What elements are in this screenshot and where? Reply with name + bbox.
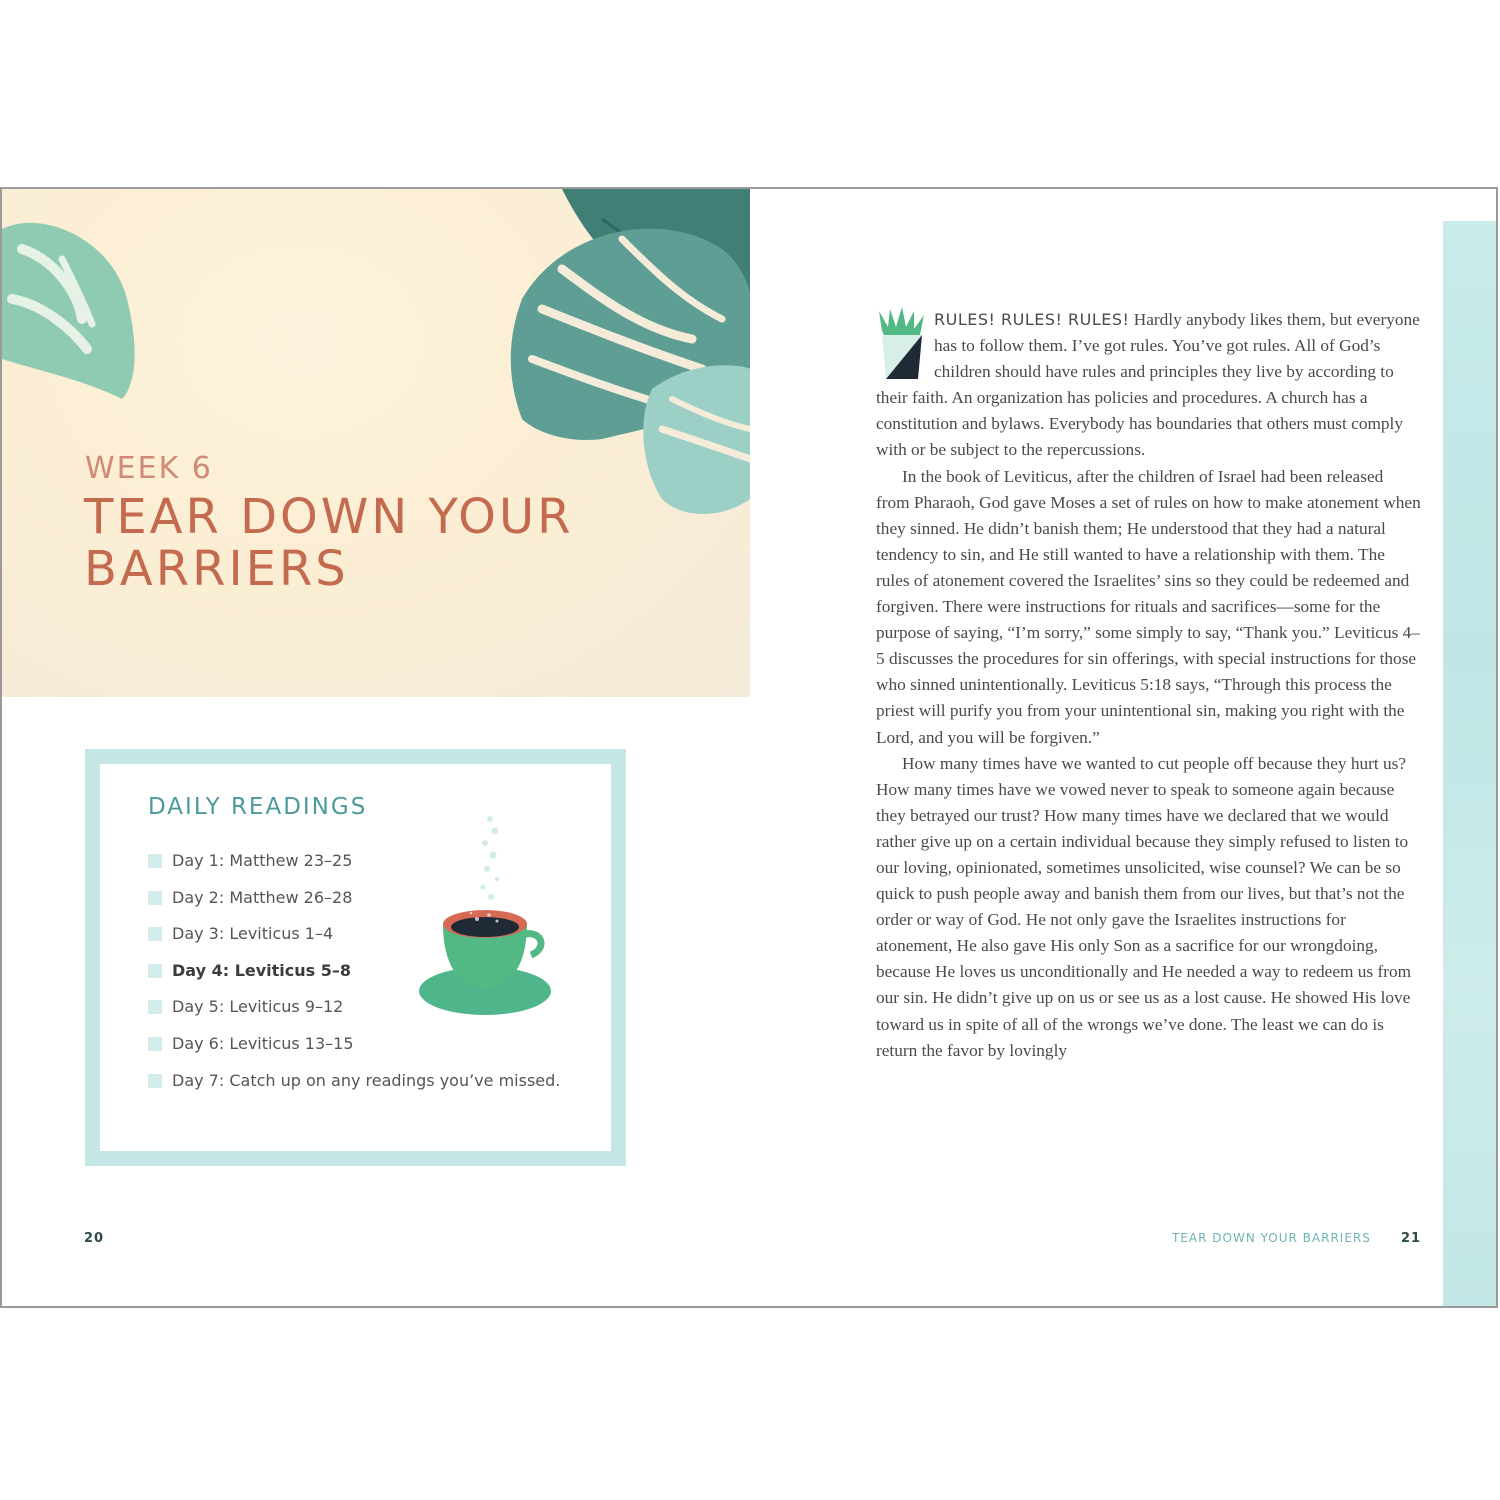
- chapter-hero: [2, 189, 750, 697]
- paragraph-1: [876, 307, 1421, 464]
- reading-item-day-6[interactable]: [148, 1034, 560, 1071]
- page-edge-strip: [1443, 221, 1498, 1306]
- checkbox[interactable]: [148, 964, 162, 978]
- reading-item-day-7[interactable]: [148, 1071, 560, 1108]
- lead-in: RULES! RULES! RULES!: [934, 310, 1130, 329]
- reading-label: Day 2: Matthew 26–28: [172, 887, 353, 907]
- paragraph-1-rest: Hardly anybody likes them, but everyone has to follow them. I’ve got rules. You’ve got rules. All of God’s children should have rules and principles they live by according to their faith. An organization has policies and procedures. A church has a constitution and bylaws. Everybody has boundaries that others must comply with or be subject to the repercussions.: [876, 310, 1420, 460]
- running-head: TEAR DOWN YOUR BARRIERS: [1172, 1231, 1371, 1245]
- checkbox[interactable]: [148, 891, 162, 905]
- reading-label: Day 1: Matthew 23–25: [172, 851, 353, 870]
- checkbox[interactable]: [148, 1074, 162, 1088]
- coffee-cup-illustration: [415, 809, 565, 1019]
- reading-label: Day 6: Leviticus 13–15: [172, 1033, 354, 1053]
- chapter-title: TEAR DOWN YOUR BARRIERS: [84, 489, 574, 597]
- checkbox[interactable]: [148, 854, 162, 868]
- reading-label: Day 5: Leviticus 9–12: [172, 997, 344, 1017]
- daily-readings-box: [85, 749, 626, 1166]
- paragraph-3: How many times have we wanted to cut people off because they hurt us? How many times have we vowed never to speak to someone again because they betrayed our trust? How many times have we declared that we would rather give up on a certain individual because they simply refused to listen to our loving, opinionated, sometimes unsolicited, wise counsel? We can be so quick to push people away and banish them from our lives, but that’s not the order or way of God. He not only gave the Israelites instructions for atonement, He also gave His only Son as a sacrifice for our wrongdoing, because He loves us unconditionally and He needed a way to redeem us from our sin. He didn’t give up on us or see us as a lost cause. He showed His love toward us in spite of all of the wrongs we’ve done. The least we can do is return the favor by lovingly: [876, 753, 1412, 1060]
- reading-label: Day 4: Leviticus 5–8: [172, 960, 352, 980]
- potted-plant-icon: [876, 307, 928, 381]
- leaf-top-left: [2, 223, 135, 399]
- body-text: [876, 307, 1421, 1064]
- book-spread: [0, 187, 1498, 1308]
- paragraph-2: In the book of Leviticus, after the children of Israel had been released from Pharaoh, God gave Moses a set of rules on how to make atonement when they sinned. He didn’t banish them; He understood that they had a natural tendency to sin, and He still wanted to have a relationship with them. The rules of atonement covered the Israelites’ sins so they could be redeemed and forgiven. There were instructions for rituals and sacrifices—some for the purpose of saying, “I’m sorry,” some simply to say, “Thank you.” Leviticus 4–5 discusses the procedures for sin offerings, with special instructions for those who sinned unintentionally. Leviticus 5:18 says, “Through this process the priest will purify you from your unintentional sin, making you right with the Lord, and you will be forgiven.”: [876, 466, 1421, 747]
- week-label: WEEK 6: [85, 451, 213, 486]
- page-number-right: 21: [1401, 1231, 1422, 1246]
- checkbox[interactable]: [148, 927, 162, 941]
- readings-heading: DAILY READINGS: [148, 794, 368, 820]
- page-number-left: 20: [84, 1231, 105, 1246]
- leaf-light-bottom-right: [643, 365, 750, 514]
- checkbox[interactable]: [148, 1037, 162, 1051]
- monstera-leaves-illustration: [2, 189, 750, 697]
- reading-label: Day 7: Catch up on any readings you’ve missed.: [172, 1070, 561, 1090]
- checkbox[interactable]: [148, 1000, 162, 1014]
- reading-label: Day 3: Leviticus 1–4: [172, 924, 334, 944]
